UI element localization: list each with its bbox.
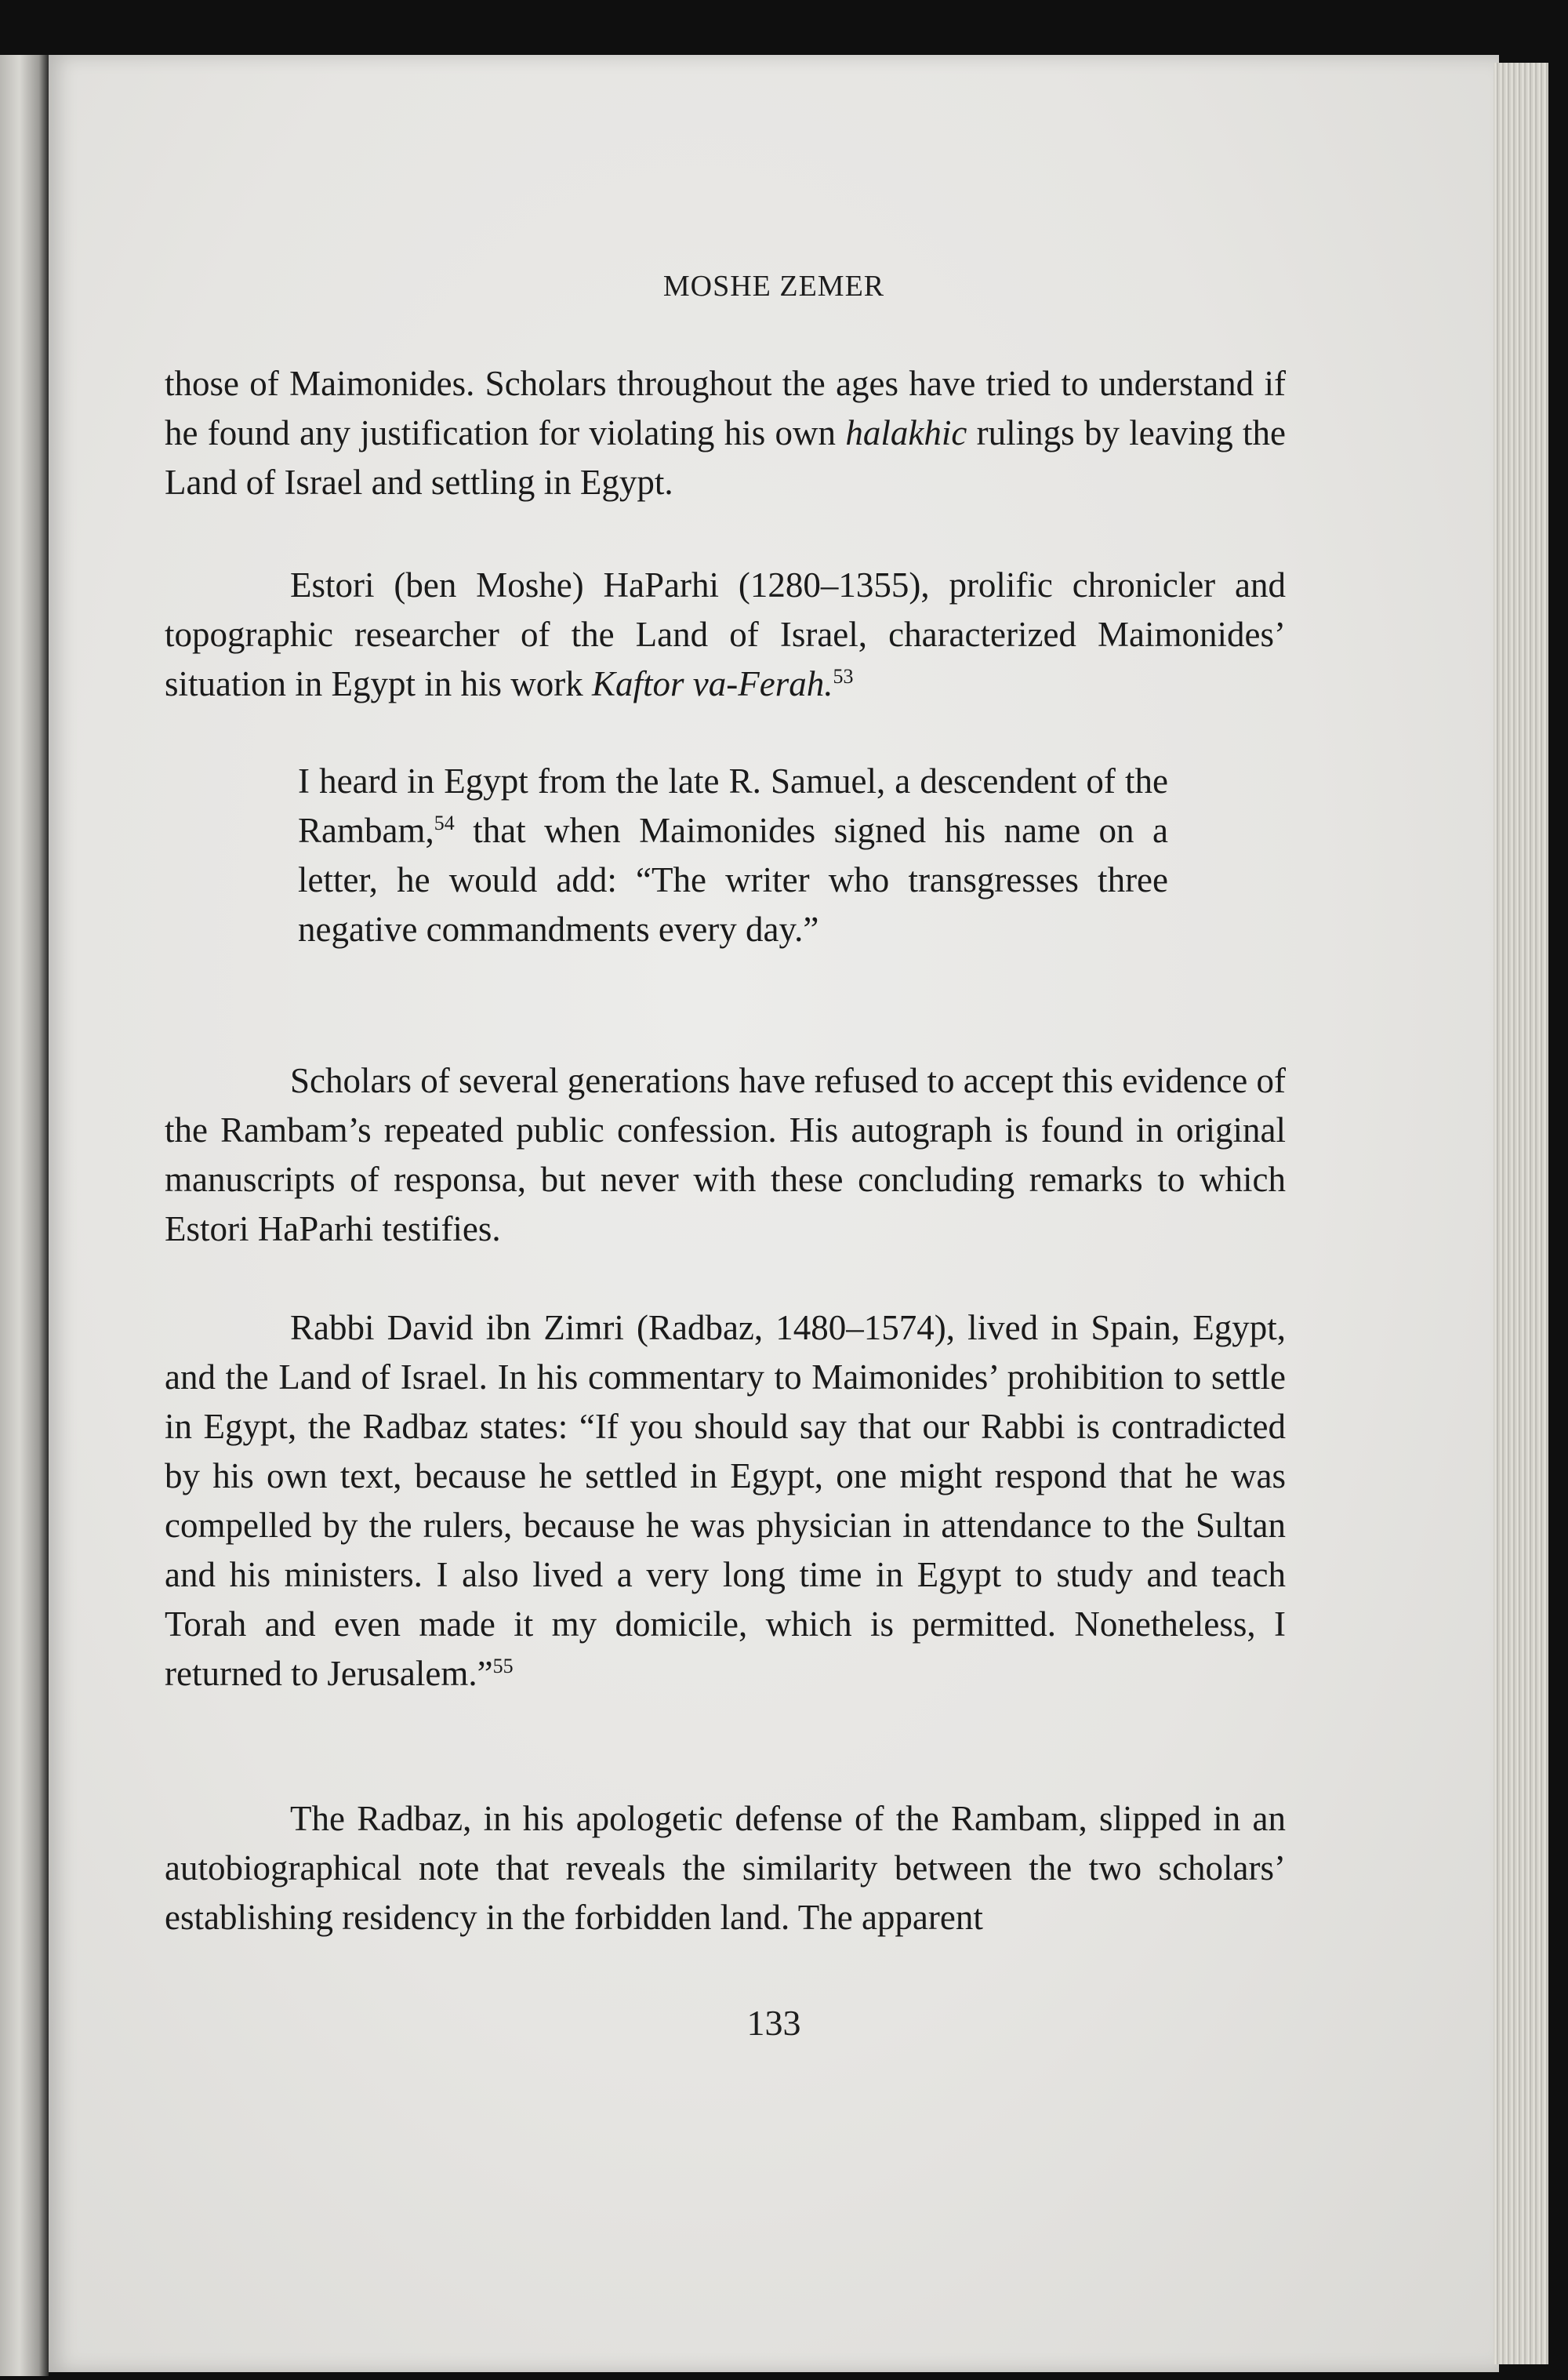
paragraph-1: those of Maimonides. Scholars throughout the ages have tried to understand if he found any justification for violating his own halakhic rulings by leaving the Land of Israel and settling in Egypt. (165, 364, 1286, 502)
paragraph-4: Rabbi David ibn Zimri (Radbaz, 1480–1574), lived in Spain, Egypt, and the Land of Israel. In his commentary to Maimonides’ prohibition to settle in Egypt, the Radbaz states: “If you should say that our Rabbi is contradicted by his own text, because he settled in Egypt, one might respond that he was compelled by the rulers, because he was physician in attendance to the Sultan and his ministers. I also lived a very long time in Egypt to study and teach Torah and even made it my domicile, which is permitted. Nonetheless, I returned to Jerusalem.”$^{55}$ (165, 1308, 1286, 1693)
footnote-ref-53: 53 (833, 665, 854, 688)
italic-term: halakhic (845, 413, 967, 452)
paragraph-5: The Radbaz, in his apologetic defense of the Rambam, slipped in an autobiographical note that reveals the similarity between the two scholars’ establishing residency in the forbidden land. The apparent (165, 1799, 1286, 1937)
footnote-ref-55: 55 (492, 1655, 514, 1677)
block-quote: I heard in Egypt from the late R. Samuel, a descendent of the Rambam,$^{54}$ that when Maimonides signed his name on a letter, he would add: “The writer who transgresses three negative commandments every day.” (298, 761, 1168, 949)
paragraph-2: Estori (ben Moshe) HaParhi (1280–1355), prolific chronicler and topographic researcher of the Land of Israel, characterized Maimonides’ situation in Egypt in his work Kaftor va-Ferah.$^{53}$ (165, 565, 1286, 703)
footnote-ref-54: 54 (434, 812, 455, 834)
book-title: Kaftor va-Ferah. (592, 664, 833, 703)
running-head: MOSHE ZEMER (662, 270, 885, 303)
adjacent-page-edge (0, 55, 49, 2376)
page-stack-edge (1494, 63, 1548, 2364)
paragraph-3: Scholars of several generations have refused to accept this evidence of the Rambam’s repeated public confession. His autograph is found in original manuscripts of responsa, but never with these concluding remarks to which Estori HaParhi testifies. (165, 1061, 1286, 1248)
page-number: 133 (746, 2003, 801, 2043)
